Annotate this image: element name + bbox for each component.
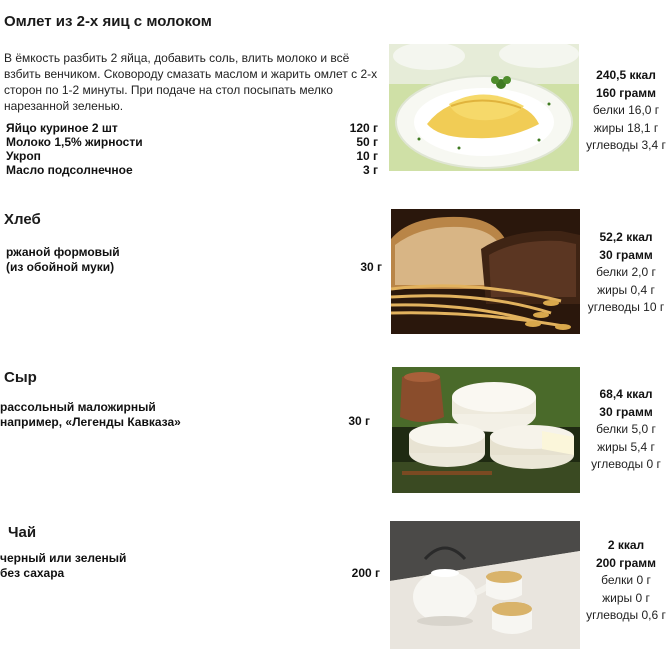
- tea-amount: 200 г: [351, 566, 380, 580]
- desc-line: (из обойной муки): [6, 260, 115, 274]
- kcal-value: 68,4 ккал: [599, 387, 653, 401]
- bread-amount: 30 г: [360, 260, 382, 274]
- fat-value: жиры 18,1 г: [593, 120, 659, 135]
- cheese-amount: 30 г: [348, 414, 370, 428]
- fat-value: жиры 0 г: [602, 590, 650, 605]
- weight-value: 30 грамм: [599, 404, 653, 419]
- omelet-photo: [389, 44, 579, 171]
- carbs-value: углеводы 0,6 г: [586, 608, 666, 622]
- ingredient-name: Молоко 1,5% жирности: [6, 135, 143, 149]
- bread-description: [6, 245, 120, 275]
- omelet-title: Омлет из 2-х яиц с молоком: [4, 13, 212, 30]
- ingredient-amount: 3 г: [362, 163, 378, 177]
- kcal-value: 52,2 ккал: [599, 230, 653, 244]
- desc-line: без сахара: [0, 566, 65, 580]
- cheese-nutrition: [583, 386, 669, 474]
- weight-value: 200 грамм: [595, 555, 657, 570]
- protein-value: белки 0 г: [601, 573, 651, 587]
- ingredient-amount: 50 г: [356, 135, 378, 149]
- omelet-nutrition: [583, 67, 669, 155]
- desc-line: ржаной формовый: [6, 245, 120, 259]
- tea-title: Чай: [8, 524, 37, 541]
- bread-title: Хлеб: [4, 211, 41, 228]
- bread-nutrition: [583, 229, 669, 317]
- bread-photo: [391, 209, 580, 334]
- protein-value: белки 2,0 г: [596, 265, 656, 279]
- cheese-title: Сыр: [4, 369, 37, 386]
- ingredient-name: Яйцо куриное 2 шт: [6, 121, 118, 135]
- omelet-description: В ёмкость разбить 2 яйца, добавить соль, влить молоко и всё взбить венчиком. Сковороду смазать маслом и жарить омлет с 2-х сторон по 1-2 минуты. При подаче на стол посыпать мелко нарезанной зеленью.: [4, 51, 378, 113]
- ingredient-name: Масло подсолнечное: [6, 163, 133, 177]
- tea-photo: [390, 521, 580, 649]
- ingredient-amount: 120 г: [349, 121, 378, 135]
- kcal-value: 2 ккал: [607, 538, 645, 552]
- tea-description: [0, 551, 126, 581]
- fat-value: жиры 0,4 г: [597, 282, 655, 297]
- protein-value: белки 5,0 г: [596, 422, 656, 436]
- tea-nutrition: [583, 537, 669, 625]
- weight-value: 30 грамм: [599, 247, 653, 262]
- carbs-value: углеводы 3,4 г: [586, 138, 666, 152]
- carbs-value: углеводы 10 г: [587, 300, 665, 314]
- desc-line: например, «Легенды Кавказа»: [0, 415, 181, 429]
- carbs-value: углеводы 0 г: [591, 457, 661, 471]
- weight-value: 160 грамм: [595, 85, 657, 100]
- desc-line: рассольный маложирный: [0, 400, 156, 414]
- cheese-photo: [392, 367, 580, 493]
- desc-line: черный или зеленый: [0, 551, 127, 565]
- ingredient-amount: 10 г: [356, 149, 378, 163]
- fat-value: жиры 5,4 г: [597, 439, 655, 454]
- kcal-value: 240,5 ккал: [596, 68, 656, 82]
- cheese-description: [0, 400, 181, 430]
- protein-value: белки 16,0 г: [592, 103, 660, 117]
- ingredient-name: Укроп: [6, 149, 41, 163]
